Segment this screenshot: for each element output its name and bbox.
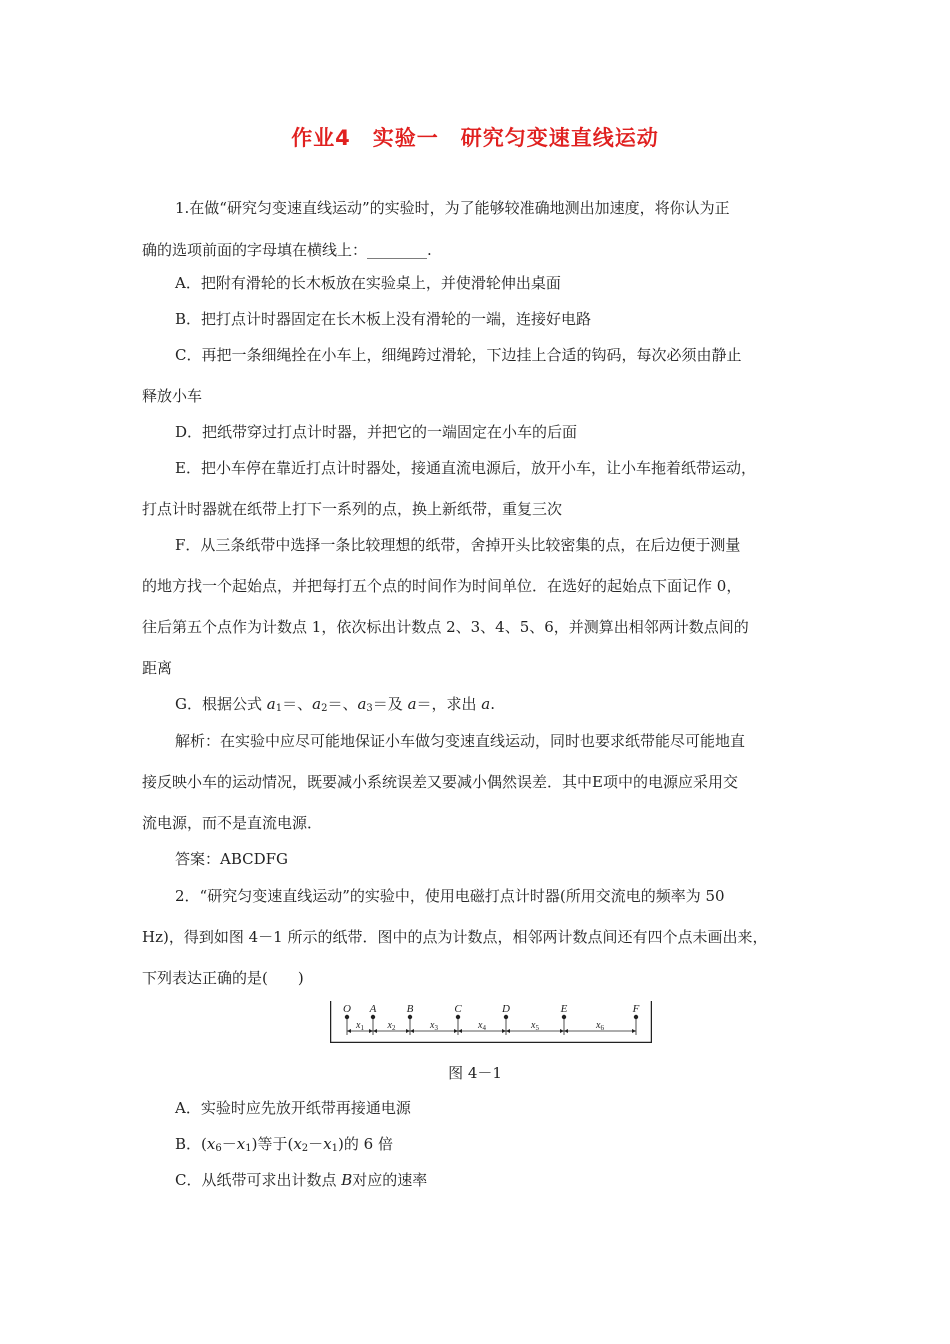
segment-subscript: 3 xyxy=(434,1024,438,1032)
point-label-A: A xyxy=(369,1003,377,1015)
q1-option-c-line2: 释放小车 xyxy=(142,387,203,405)
tape-frame xyxy=(331,1001,652,1043)
q2-option-b xyxy=(175,1134,393,1159)
q1-option-e-line1: E．把小车停在靠近打点计时器处，接通直流电源后，放开小车，让小车拖着纸带运动， xyxy=(175,459,756,477)
arrow-head-left xyxy=(458,1029,462,1033)
sub-2: 2 xyxy=(301,1143,309,1154)
arrow-head-left xyxy=(410,1029,414,1033)
q1-option-d: D．把纸带穿过打点计时器，并把它的一端固定在小车的后面 xyxy=(175,423,578,441)
var-x: x xyxy=(323,1135,332,1153)
arrow-head-left xyxy=(564,1029,568,1033)
segment-subscript: 4 xyxy=(482,1024,486,1032)
sub-1: 1 xyxy=(275,703,283,714)
sub-1: 1 xyxy=(331,1143,339,1154)
mid: )等于( xyxy=(251,1135,294,1153)
q2-option-c xyxy=(175,1170,427,1190)
var-a: a xyxy=(266,695,276,713)
var-a: a xyxy=(407,695,417,713)
eq-end: ＝，求出 xyxy=(416,695,482,713)
q1-option-g-prefix: G．根据公式 xyxy=(175,695,267,713)
q2-option-a: A．实验时应先放开纸带再接通电源 xyxy=(175,1099,411,1117)
var-x: x xyxy=(293,1135,302,1153)
q2-option-b-end: )的 6 倍 xyxy=(338,1135,393,1153)
q1-option-f-line3: 往后第五个点作为计数点 1，依次标出计数点 2、3、4、5、6，并测算出相邻两计数点间的 xyxy=(142,618,749,636)
sep: ＝、 xyxy=(282,695,313,713)
var-a: a xyxy=(357,695,367,713)
segment-subscript: 6 xyxy=(600,1024,604,1032)
q1-answer: 答案：ABCDFG xyxy=(175,850,289,868)
point-label: B xyxy=(341,1171,353,1189)
arrow-head-left xyxy=(506,1029,510,1033)
minus: － xyxy=(308,1135,324,1153)
arrow-head-right xyxy=(454,1029,458,1033)
var-a: a xyxy=(312,695,322,713)
q1-option-f-line1: F．从三条纸带中选择一条比较理想的纸带，舍掉开头比较密集的点，在后边便于测量 xyxy=(175,536,741,554)
sub-6: 6 xyxy=(215,1143,222,1154)
sub-3: 3 xyxy=(366,703,373,714)
var-a: a xyxy=(481,695,491,713)
q1-option-c-line1: C．再把一条细绳拴在小车上，细绳跨过滑轮，下边挂上合适的钩码，每次必须由静止 xyxy=(175,346,742,364)
segment-subscript: 1 xyxy=(360,1024,364,1032)
segment-label-x1: $x_1$ xyxy=(356,1020,364,1032)
segment-subscript: 2 xyxy=(391,1024,396,1032)
arrow-head-right xyxy=(406,1029,410,1033)
q1-option-a: A．把附有滑轮的长木板放在实验桌上，并使滑轮伸出桌面 xyxy=(175,274,561,292)
segment-label-x3: $x_3$ xyxy=(430,1020,438,1032)
and: ＝及 xyxy=(372,695,408,713)
figure-caption: 图 4－1 xyxy=(448,1064,502,1082)
point-label-O: O xyxy=(343,1003,351,1015)
arrow-head-right xyxy=(632,1029,636,1033)
q2-option-c-suffix: 对应的速率 xyxy=(352,1171,428,1189)
q1-option-f-line2: 的地方找一个起始点，并把每打五个点的时间作为时间单位．在选好的起始点下面记作 0， xyxy=(142,577,742,595)
arrow-head-right xyxy=(560,1029,564,1033)
var-x: x xyxy=(206,1135,216,1153)
point-label-F: F xyxy=(632,1003,640,1015)
q1-analysis-line2: 接反映小车的运动情况，既要减小系统误差又要减小偶然误差．其中E项中的电源应采用交 xyxy=(142,773,738,791)
q1-option-e-line2: 打点计时器就在纸带上打下一系列的点，换上新纸带，重复三次 xyxy=(142,500,563,518)
q1-analysis-line3: 流电源，而不是直流电源． xyxy=(142,814,323,832)
minus: － xyxy=(221,1135,237,1153)
segment-subscript: 5 xyxy=(535,1024,539,1032)
segment-label-x6: $x_6$ xyxy=(596,1020,604,1032)
q2-option-c-prefix: C．从纸带可求出计数点 xyxy=(175,1171,342,1189)
page-title: 作业4 实验一 研究匀变速直线运动 xyxy=(291,126,659,150)
q1-analysis-line1: 解析：在实验中应尽可能地保证小车做匀变速直线运动，同时也要求纸带能尽可能地直 xyxy=(175,732,746,750)
point-label-C: C xyxy=(454,1003,462,1015)
segment-label-x4: $x_4$ xyxy=(478,1020,486,1032)
sub-2: 2 xyxy=(321,703,328,714)
point-label-D: D xyxy=(502,1003,510,1015)
point-label-E: E xyxy=(560,1003,568,1015)
sep: ＝、 xyxy=(327,695,358,713)
segment-label-x5: $x_5$ xyxy=(531,1020,539,1032)
q1-option-b: B．把打点计时器固定在长木板上没有滑轮的一端，连接好电路 xyxy=(175,310,592,328)
paper-tape-figure xyxy=(330,1001,652,1043)
q2-stem-line2: Hz)，得到如图 4－1 所示的纸带．图中的点为计数点，相邻两计数点间还有四个点未画出来， xyxy=(142,928,768,946)
var-x: x xyxy=(236,1135,246,1153)
arrow-head-right xyxy=(369,1029,373,1033)
sub-1: 1 xyxy=(245,1143,252,1154)
q1-option-f-line4: 距离 xyxy=(142,659,173,677)
arrow-head-right xyxy=(502,1029,506,1033)
arrow-head-left xyxy=(347,1029,351,1033)
q1-option-g xyxy=(175,694,495,719)
arrow-head-left xyxy=(373,1029,377,1033)
q2-stem-line3: 下列表达正确的是( ) xyxy=(142,969,304,987)
segment-label-x2: $x_2$ xyxy=(387,1020,396,1032)
end: . xyxy=(490,695,496,713)
q2-option-b-prefix: B．( xyxy=(175,1135,207,1153)
q1-stem-line2: 确的选项前面的字母填在横线上：________. xyxy=(142,241,432,259)
q1-stem-line1: 1.在做“研究匀变速直线运动”的实验时，为了能够较准确地测出加速度，将你认为正 xyxy=(175,199,730,217)
point-label-B: B xyxy=(406,1003,414,1015)
q2-stem-line1: 2．“研究匀变速直线运动”的实验中，使用电磁打点计时器(所用交流电的频率为 50 xyxy=(175,887,725,905)
